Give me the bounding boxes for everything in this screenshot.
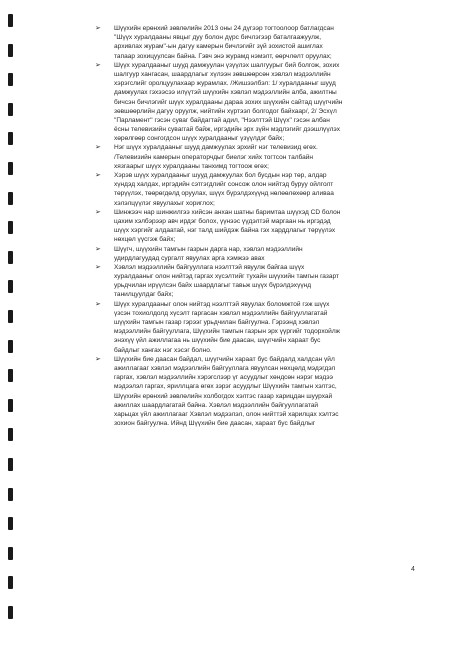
arrow-bullet-icon: ➢: [95, 25, 101, 32]
paragraph-line: /Телевизийн камерын операторчдыг биелэг хийх тогтсон талбайн: [114, 153, 314, 161]
paragraph-line: зохион байгуулна. Ийнд Шүүхийн бие даасан, хараат бус байдлыг: [114, 420, 316, 428]
binder-hole: [8, 103, 13, 116]
paragraph-line: хуралдааныг олон нийтэд гаргах хүсэлтийг тухайн шүүхийн тамгын газарт: [114, 273, 340, 281]
paragraph-line: "Парламент" гэсэн суваг байдагтай адил, "Нээлттэй Шүүх" гэсэн албан: [114, 116, 330, 124]
arrow-bullet-icon: ➢: [95, 144, 101, 152]
binder-hole: [8, 488, 13, 501]
paragraph-line: Шүүхийн бие даасан байдал, шүүгчийн хараат бус байдалд халдсан үйл: [114, 355, 335, 363]
bullet-paragraph: [95, 208, 430, 245]
paragraph-line: төрүүлэх, төөрөгдөлд оруулах, шүүх бүрэлдэхүүнд нөлөөлөхөөр аливаа: [114, 190, 334, 198]
paragraph-line: байдлыг хангах нэг хэсэг болно.: [114, 346, 212, 354]
bullet-paragraph: [95, 24, 430, 61]
binder-hole: [8, 132, 13, 145]
paragraph-line: "Шүүх хуралдааны явцыг дуу болон дүрс бичлэгээр баталгаажуулж,: [114, 34, 322, 42]
paragraph-line: шүүхийн тамгын газар гэрээг урьдчилан байгуулна. Гэрээнд хэвлэл: [114, 319, 320, 326]
arrow-bullet-icon: ➢: [95, 172, 101, 179]
paragraph-line: мэдээлэл гаргах, яриллцага өгөх зэрэг асуудлыг Шүүхийн тамгын хэлтэс,: [114, 383, 337, 391]
paragraph-line: архивлах журам"-ын дагуу камерын бичлэгийг зүй зохистой ашиглах: [114, 43, 323, 51]
page-number: 4: [411, 566, 415, 573]
paragraph-line: үзсэн тохиолдолд хүсэлт гаргасан хэвлэл мэдээллийн байгууллагатай: [114, 309, 328, 317]
paragraph-line: хөрөлгөөр сонгогдсон шүүх хуралдааныг үзүүлдэг байх;: [114, 135, 285, 143]
binder-hole: [8, 428, 13, 441]
bullet-paragraph: [95, 245, 430, 263]
binder-hole: [8, 576, 13, 589]
bullet-paragraph: [95, 263, 430, 300]
paragraph-line: Шүүх хуралдааныг шууд дамжуулан үзүүлэх шалгуурыг бий болгож, зохих: [114, 61, 340, 69]
paragraph-line: хязгаарыг шүүх хуралдааны танхимд тогтоож өгөх;: [114, 162, 269, 170]
paragraph-line: урьдчилан ирүүлсэн байх шаардлагыг тавьж шүүх бүрэлдэхүүнд: [114, 282, 312, 290]
binder-hole: [8, 251, 13, 264]
binder-hole: [8, 369, 13, 382]
paragraph-line: ажиллагааг хэвлэл мэдээллийн байгууллага явуулсан нөхцөлд мэдэгдэл: [114, 364, 336, 372]
paragraph-line: ёсны телевизийн суваггай байж, иргэдийн эрх зүйн мэдлэгийг дээшлүүлэх: [114, 126, 340, 134]
paragraph-line: хэрэгслийг оролцуулахаар журамлах. /Жишээлбэл: 1/ хуралдааныг шууд: [114, 80, 336, 88]
binder-hole: [8, 310, 13, 323]
arrow-bullet-icon: ➢: [95, 208, 101, 216]
paragraph-line: шалгуур хангасан, шаардлагыг хүлээн зөвшөөрсөн хэвлэл мэдээллийн: [114, 70, 331, 78]
binder-hole: [8, 517, 13, 530]
paragraph-line: тапаар зохицуулсан байна. Гэвч энэ журамд нэмэлт, өөрчлөлт оруулах;: [114, 52, 332, 60]
paragraph-line: зөвшөөрлийн дагуу оруулж, нийтийн хүртээл болгодог байхаар/, 2/ Эсхүл: [114, 107, 337, 115]
bullet-paragraph: [95, 355, 430, 429]
binder-hole: [8, 606, 13, 619]
binder-hole: [8, 221, 13, 234]
arrow-bullet-icon: ➢: [95, 300, 101, 308]
binder-hole: [8, 192, 13, 205]
paragraph-line: мэдээллийн байгууллага, Шүүхийн тамгын газрын эрх үүргийг тодорхойлж: [114, 328, 341, 336]
binder-holes: [8, 14, 14, 640]
paragraph-line: Шүүгч, шүүхийн тамгын газрын дарга нар, хэвлэл мэдээллийн: [114, 245, 303, 253]
paragraph-line: нөхцөл үүсгэж байх;: [114, 236, 176, 244]
paragraph-line: Шүүхийн ерөнхий зөвлөлийн холбогдох хэлтэс газар харицдан шуурхай: [114, 392, 333, 400]
paragraph-line: Шүүхийн ерөнхий зөвлөлийн 2013 оны 24 дүгээр тогтоолоор батлагдсан: [114, 25, 334, 32]
paragraph-line: танилцуулдаг байх;: [114, 291, 174, 299]
paragraph-line: удирдлагуудад сургалт явуулах арга хэмжээ авах: [114, 254, 265, 262]
paragraph-line: харьцах үйл ажиллагааг Хэвлэл мэдээлэл, олон нийттэй харилцах хэлтэс: [114, 410, 339, 418]
binder-hole: [8, 547, 13, 560]
binder-hole: [8, 458, 13, 471]
binder-hole: [8, 73, 13, 86]
binder-hole: [8, 14, 13, 27]
arrow-bullet-icon: ➢: [95, 263, 101, 271]
paragraph-line: ажиллах шаардлагатай байна. Хэвлэл мэдээллийн байгууллагатай: [114, 401, 319, 409]
paragraph-line: шүүх хэргийг алдаатай, нэг талд шийдэж байна гэх харддлагыг төрүүлэх: [114, 227, 336, 235]
bullet-paragraph: [95, 300, 430, 355]
arrow-bullet-icon: ➢: [95, 61, 101, 69]
paragraph-line: дамжуулах гэхээсээ илүүтэй шүүхийн хэвлэл мэдээллийн алба, ажилтны: [114, 89, 337, 97]
paragraph-line: Хэрэв шүүх хуралдааныг шууд дамжуулах бол бусдын нэр төр, алдар: [114, 172, 327, 179]
arrow-bullet-icon: ➢: [95, 355, 101, 363]
paragraph-line: бичсэн бичлэгийг шүүх хуралдааны дараа зохих шүүхийн сайтад шүүгчийн: [114, 98, 343, 106]
paragraph-line: хүндэд халдах, иргэдийн сэтгэгдлийг сонсож олон нийтэд буруу ойлголт: [114, 181, 334, 189]
paragraph-line: хэлэлцүүлэг явуулахыг хориглох;: [114, 199, 215, 207]
binder-hole: [8, 280, 13, 293]
paragraph-line: гаргах, хэвлэл мэдээллийн хэрэгслээр үг асуудлыг хөндсөн нэрэг мэдээ: [114, 374, 333, 382]
binder-hole: [8, 399, 13, 412]
bullet-paragraph: [95, 61, 430, 144]
binder-hole: [8, 44, 13, 57]
paragraph-line: Шинжээч нар шинжилгээ хийсэн анхан шатны баримтаа шүүхэд CD болон: [114, 208, 341, 216]
paragraph-line: цахим хэлбэрээр авч ирдэг болох, үүнээс үүдэлтэй маргаан нь иргэдэд: [114, 217, 331, 225]
bullet-paragraph: [95, 171, 430, 208]
paragraph-line: энэхүү үйл ажиллагаа нь шүүхийн бие даасан, шүүгчийн хараат бус: [114, 337, 321, 345]
document-page: [95, 24, 430, 428]
binder-hole: [8, 340, 13, 353]
arrow-bullet-icon: ➢: [95, 245, 101, 253]
paragraph-line: Нэг шүүх хуралдааныг шууд дамжуулах эрхийг нэг телевизид өгөх.: [114, 144, 318, 152]
paragraph-line: Шүүх хуралдааныг олон нийтэд нээлттэй явуулах боломжтой гэж шүүх: [114, 300, 330, 308]
bullet-paragraph: [95, 143, 430, 171]
paragraph-line: Хэвлэл мэдээллийн байгууллага нээлттэй явуулж байгаа шүүх: [114, 263, 305, 271]
binder-hole: [8, 162, 13, 175]
